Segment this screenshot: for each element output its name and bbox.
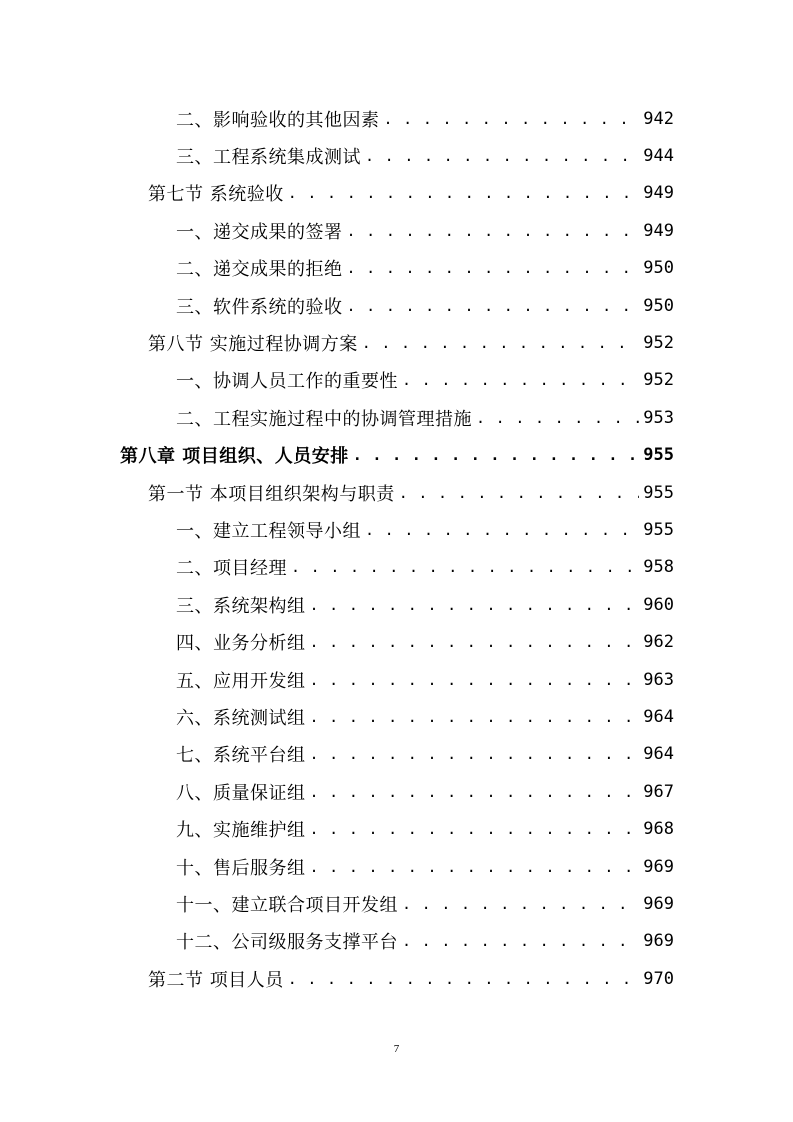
toc-entry-label: 第一节 本项目组织架构与职责 [148, 483, 395, 505]
toc-entry-page: 953 [643, 407, 674, 428]
toc-dot-leader [384, 110, 640, 128]
toc-entry-label: 三、工程系统集成测试 [176, 147, 361, 169]
toc-dot-leader [362, 334, 640, 352]
toc-entry-page: 949 [643, 220, 674, 241]
toc-entry[interactable] [0, 474, 793, 511]
toc-entry[interactable] [0, 623, 793, 660]
toc-dot-leader [402, 895, 639, 913]
toc-entry-page: 952 [643, 333, 674, 354]
toc-entry[interactable] [0, 324, 793, 361]
toc-dot-leader [365, 521, 639, 539]
toc-dot-leader [365, 147, 639, 165]
toc-dot-leader [402, 932, 639, 950]
toc-entry-label: 第八章 项目组织、人员安排 [120, 446, 349, 468]
toc-entry[interactable] [0, 960, 793, 997]
toc-entry-label: 第二节 项目人员 [148, 969, 284, 991]
toc-entry-page: 942 [643, 108, 674, 129]
toc-entry-page: 969 [643, 893, 674, 914]
page-number: 7 [393, 1043, 400, 1055]
toc-dot-leader [476, 409, 639, 427]
toc-entry-page: 970 [643, 968, 674, 989]
toc-dot-leader [399, 484, 640, 502]
toc-entry-page: 949 [643, 183, 674, 204]
toc-entry-page: 958 [643, 557, 674, 578]
toc-entry[interactable] [0, 848, 793, 885]
toc-entry[interactable] [0, 100, 793, 137]
toc-entry-page: 964 [643, 706, 674, 727]
toc-entry-label: 五、应用开发组 [176, 670, 306, 692]
toc-entry-label: 二、项目经理 [176, 558, 287, 580]
toc-dot-leader [310, 858, 640, 876]
toc-entry[interactable] [0, 923, 793, 960]
toc-entry[interactable] [0, 250, 793, 287]
toc-entry[interactable] [0, 698, 793, 735]
toc-entry-page: 969 [643, 856, 674, 877]
toc-entry-page: 967 [643, 781, 674, 802]
toc-entry[interactable] [0, 736, 793, 773]
toc-entry-label: 二、递交成果的拒绝 [176, 259, 343, 281]
toc-entry-page: 968 [643, 819, 674, 840]
toc-entry-page: 969 [643, 931, 674, 952]
toc-entry-page: 955 [643, 482, 674, 503]
toc-dot-leader [402, 371, 639, 389]
toc-entry-label: 三、系统架构组 [176, 595, 306, 617]
toc-entry-label: 十、售后服务组 [176, 857, 306, 879]
toc-entry[interactable] [0, 885, 793, 922]
table-of-contents [0, 100, 793, 997]
toc-entry-label: 九、实施维护组 [176, 820, 306, 842]
toc-entry-label: 十一、建立联合项目开发组 [176, 894, 398, 916]
toc-entry-label: 四、业务分析组 [176, 633, 306, 655]
toc-entry-label: 一、协调人员工作的重要性 [176, 371, 398, 393]
toc-entry[interactable] [0, 511, 793, 548]
toc-entry-label: 六、系统测试组 [176, 707, 306, 729]
toc-entry-page: 952 [643, 370, 674, 391]
toc-dot-leader [347, 222, 640, 240]
toc-dot-leader [310, 633, 640, 651]
toc-dot-leader [310, 671, 640, 689]
toc-entry[interactable] [0, 137, 793, 174]
toc-entry[interactable] [0, 287, 793, 324]
toc-entry[interactable] [0, 399, 793, 436]
toc-dot-leader [288, 184, 640, 202]
toc-entry[interactable] [0, 661, 793, 698]
toc-entry[interactable] [0, 586, 793, 623]
toc-entry-label: 三、软件系统的验收 [176, 296, 343, 318]
toc-entry-label: 二、工程实施过程中的协调管理措施 [176, 408, 472, 430]
toc-entry-label: 二、影响验收的其他因素 [176, 109, 380, 131]
toc-entry[interactable] [0, 362, 793, 399]
toc-entry-page: 955 [643, 519, 674, 540]
toc-entry-label: 第七节 系统验收 [148, 184, 284, 206]
toc-entry[interactable] [0, 773, 793, 810]
toc-dot-leader [347, 259, 640, 277]
toc-entry-page: 960 [643, 594, 674, 615]
toc-dot-leader [291, 558, 639, 576]
toc-dot-leader [353, 446, 640, 464]
toc-entry-page: 963 [643, 669, 674, 690]
toc-entry-label: 八、质量保证组 [176, 782, 306, 804]
toc-entry-page: 962 [643, 632, 674, 653]
toc-entry[interactable] [0, 549, 793, 586]
toc-entry-page: 950 [643, 258, 674, 279]
toc-entry[interactable] [0, 437, 793, 474]
toc-dot-leader [310, 745, 640, 763]
toc-dot-leader [288, 970, 640, 988]
toc-entry[interactable] [0, 810, 793, 847]
toc-entry[interactable] [0, 175, 793, 212]
toc-entry-label: 一、建立工程领导小组 [176, 520, 361, 542]
toc-dot-leader [310, 783, 640, 801]
toc-entry-label: 一、递交成果的签署 [176, 221, 343, 243]
toc-entry-page: 944 [643, 146, 674, 167]
toc-entry-page: 964 [643, 744, 674, 765]
toc-entry-label: 第八节 实施过程协调方案 [148, 334, 358, 356]
toc-entry-label: 七、系统平台组 [176, 745, 306, 767]
toc-entry-page: 955 [643, 445, 674, 466]
toc-entry[interactable] [0, 212, 793, 249]
toc-dot-leader [310, 596, 640, 614]
toc-entry-page: 950 [643, 295, 674, 316]
toc-dot-leader [310, 820, 640, 838]
toc-entry-label: 十二、公司级服务支撑平台 [176, 932, 398, 954]
toc-dot-leader [310, 708, 640, 726]
toc-dot-leader [347, 297, 640, 315]
